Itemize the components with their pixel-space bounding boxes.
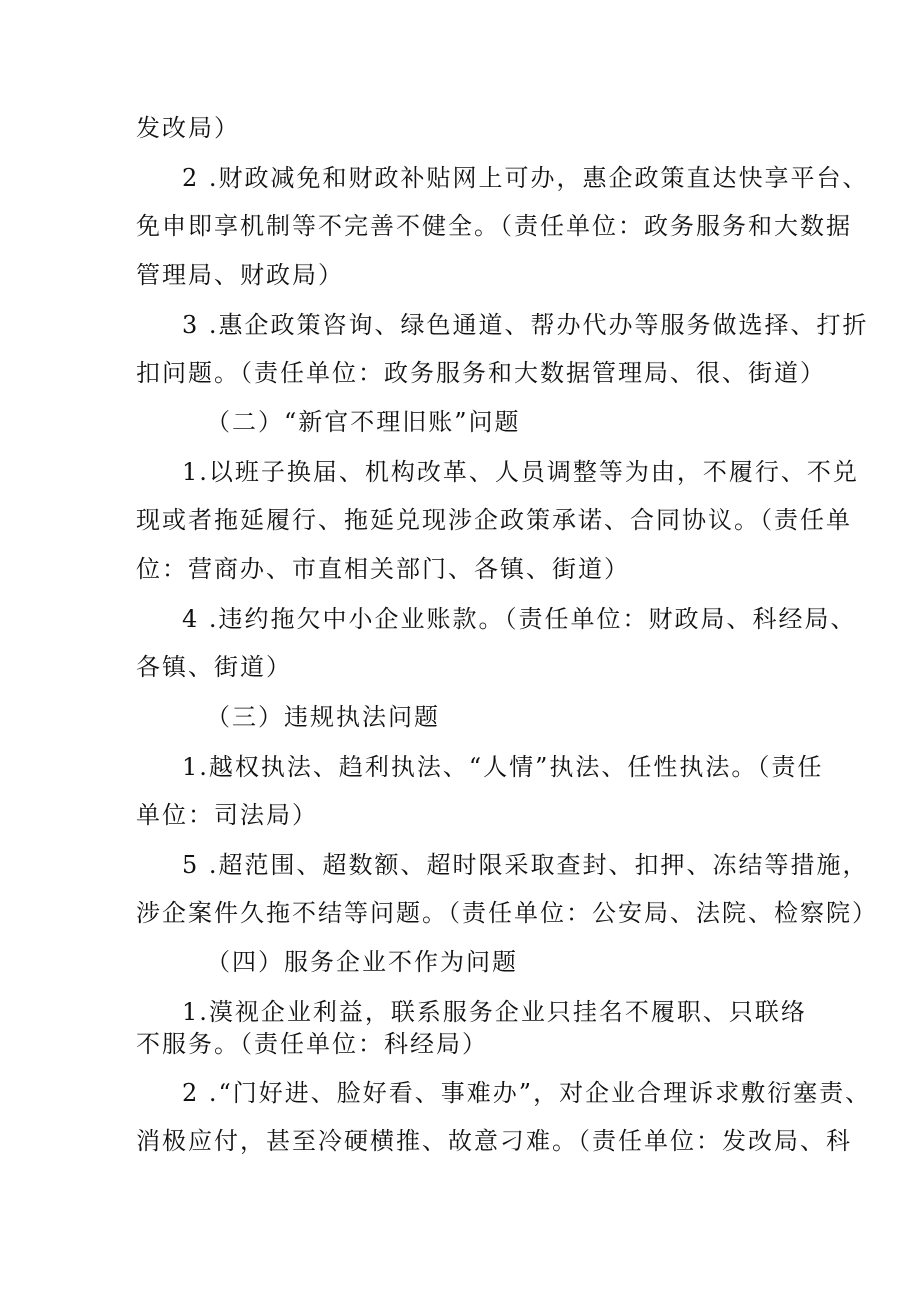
item-4-line-2: 各镇、街道） <box>136 653 292 681</box>
item-1b-line-1: 1.越权执法、趋利执法、“人情”执法、任性执法。（责任 <box>182 753 824 781</box>
item-1-line-3: 位：营商办、市直相关部门、各镇、街道） <box>136 555 630 583</box>
item-4-line-1: 4 .违约拖欠中小企业账款。（责任单位：财政局、科经局、 <box>182 605 857 633</box>
item-5-line-2: 涉企案件久拖不结等问题。（责任单位：公安局、法院、检察院） <box>136 899 878 927</box>
item-3-line-2: 扣问题。（责任单位：政务服务和大数据管理局、很、街道） <box>136 359 826 387</box>
text-line: 发改局） <box>136 114 240 142</box>
item-1b-line-2: 单位：司法局） <box>136 801 318 829</box>
section-heading-2: （二）“新官不理旧账”问题 <box>206 408 521 436</box>
item-2b-line-2: 消极应付，甚至冷硬横推、故意刁难。（责任单位：发改局、科 <box>136 1127 852 1155</box>
item-5-line-1: 5 .超范围、超数额、超时限采取查封、扣押、冻结等措施， <box>182 851 869 879</box>
section-heading-3: （三）违规执法问题 <box>206 703 440 731</box>
item-2-line-2: 免申即享机制等不完善不健全。（责任单位：政务服务和大数据 <box>136 212 852 240</box>
item-1-line-1: 1.以班子换届、机构改革、人员调整等为由，不履行、不兑 <box>182 458 859 486</box>
item-2b-line-1: 2 .“门好进、脸好看、事难办”，对企业合理诉求敷衍塞责、 <box>182 1079 872 1107</box>
item-2-line-3: 管理局、财政局） <box>136 261 344 289</box>
item-1c-line-2: 不服务。（责任单位：科经局） <box>136 1030 488 1058</box>
section-heading-4: （四）服务企业不作为问题 <box>206 948 518 976</box>
item-1c-line-1: 1.漠视企业利益，联系服务企业只挂名不履职、只联络 <box>182 998 807 1026</box>
item-1-line-2: 现或者拖延履行、拖延兑现涉企政策承诺、合同协议。（责任单 <box>136 506 852 534</box>
item-2-line-1: 2 .财政减免和财政补贴网上可办，惠企政策直达快享平台、 <box>182 164 869 192</box>
item-3-line-1: 3 .惠企政策咨询、绿色通道、帮办代办等服务做选择、打折 <box>182 311 869 339</box>
